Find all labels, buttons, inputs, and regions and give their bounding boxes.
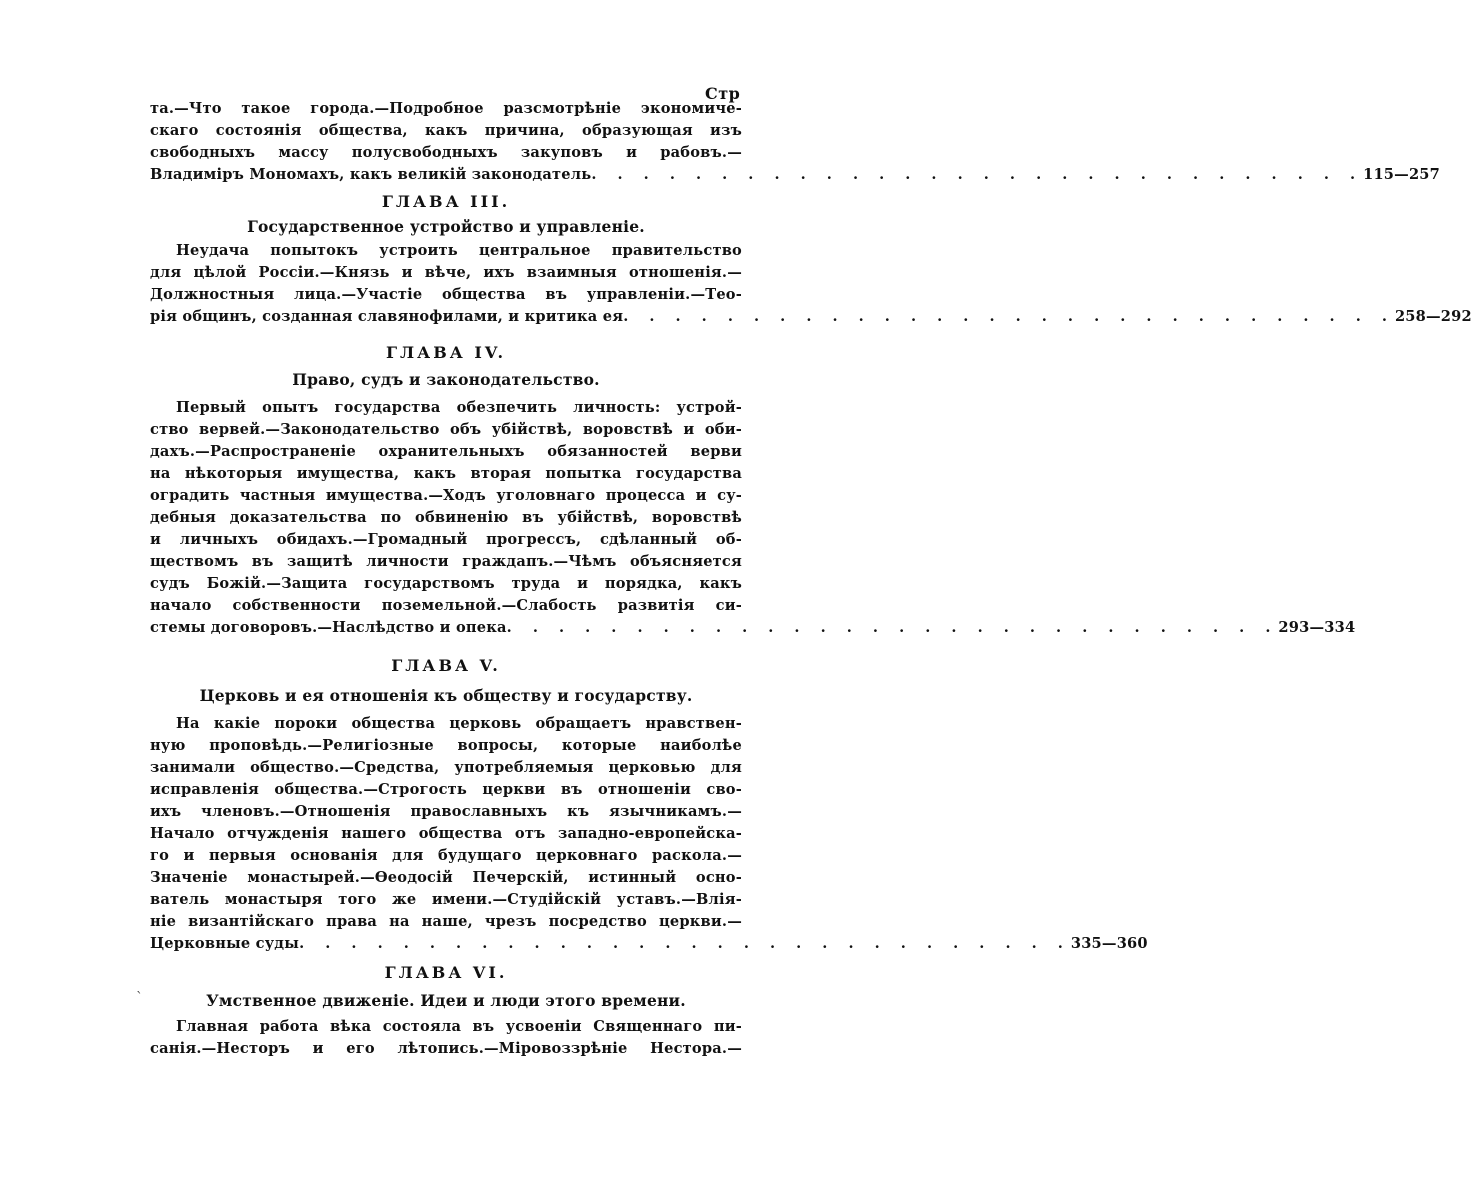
toc-line: ство вервей.—Законодательство объ убійствѣ, воровствѣ и оби- [150, 421, 742, 438]
toc-line: ватель монастыря того же имени.—Студійскій уставъ.—Влія- [150, 891, 742, 908]
page-range: 335—360 [1070, 935, 1148, 952]
toc-line: ную проповѣдь.—Религіозные вопросы, которые наиболѣе [150, 737, 742, 754]
toc-line: стемы договоровъ.—Наслѣдство и опека [150, 619, 507, 636]
page-range: 115—257 [1363, 166, 1441, 183]
toc-entry-end [150, 306, 1472, 328]
toc-line: оградить частныя имущества.—Ходъ уголовнаго процесса и су- [150, 487, 742, 504]
stray-mark: ` [136, 990, 143, 1006]
toc-entry-end [150, 164, 1441, 186]
toc-line: ихъ членовъ.—Отношенія православныхъ къ язычникамъ.— [150, 803, 742, 820]
chapter-subtitle: Государственное устройство и управленіе. [247, 217, 645, 236]
page-range: 293—334 [1278, 619, 1356, 636]
toc-line: дебныя доказательства по обвиненію въ убійствѣ, воровствѣ [150, 509, 742, 526]
toc-line: судъ Божій.—Защита государствомъ труда и порядка, какъ [150, 575, 742, 592]
toc-line: Владиміръ Мономахъ, какъ великій законодатель [150, 166, 592, 183]
leader-dots: . . . . . . . . . . . . . . . . . . . . . . . . . . . . . . [623, 308, 1395, 325]
toc-line: скаго состоянія общества, какъ причина, образующая изъ [150, 122, 742, 139]
toc-line: свободныхъ массу полусвободныхъ закуповъ и рабовъ.— [150, 144, 742, 161]
chapter-title: ГЛАВА V. [391, 656, 501, 675]
toc-line: рія общинъ, созданная славянофилами, и критика ея [150, 308, 624, 325]
toc-line: на нѣкоторыя имущества, какъ вторая попытка государства [150, 465, 742, 482]
toc-line: ніе византійскаго права на наше, чрезъ посредство церкви.— [150, 913, 742, 930]
toc-entry-end [150, 933, 1148, 955]
toc-line: санія.—Несторъ и его лѣтопись.—Міровоззрѣніе Нестора.— [150, 1040, 742, 1057]
toc-line: Главная работа вѣка состояла въ усвоеніи Священнаго пи- [176, 1018, 742, 1035]
toc-line: исправленія общества.—Строгость церкви въ отношеніи сво- [150, 781, 742, 798]
toc-line: На какіе пороки общества церковь обращаетъ нравствен- [176, 715, 742, 732]
toc-line: ществомъ въ защитѣ личности граждапъ.—Чѣмъ объясняется [150, 553, 742, 570]
chapter-title: ГЛАВА VI. [384, 963, 508, 982]
leader-dots: . . . . . . . . . . . . . . . . . . . . . . . . . . . . . . [506, 619, 1279, 636]
toc-line: та.—Что такое города.—Подробное разсмотрѣніе экономиче- [150, 100, 742, 117]
toc-line: Значеніе монастырей.—Ѳеодосій Печерскій, истинный осно- [150, 869, 742, 886]
toc-line: Первый опытъ государства обезпечить личность: устрой- [176, 399, 742, 416]
toc-line: для цѣлой Россіи.—Князь и вѣче, ихъ взаимныя отношенія.— [150, 264, 742, 281]
chapter-title: ГЛАВА III. [381, 192, 511, 211]
leader-dots: . . . . . . . . . . . . . . . . . . . . . . . . . . . . . . [591, 166, 1364, 183]
toc-line: и личныхъ обидахъ.—Громадный прогрессъ, сдѣланный об- [150, 531, 742, 548]
toc-line: го и первыя основанія для будущаго церковнаго раскола.— [150, 847, 742, 864]
toc-line: Должностныя лица.—Участіе общества въ управленіи.—Тео- [150, 286, 742, 303]
page-label: Стр [705, 84, 741, 103]
toc-line: Неудача попытокъ устроить центральное правительство [176, 242, 742, 259]
leader-dots: . . . . . . . . . . . . . . . . . . . . . . . . . . . . . . [299, 935, 1071, 952]
toc-line: Церковные суды [150, 935, 300, 952]
chapter-subtitle: Церковь и ея отношенія къ обществу и государству. [199, 686, 693, 705]
page-range: 258—292 [1394, 308, 1472, 325]
toc-line: дахъ.—Распространеніе охранительныхъ обязанностей верви [150, 443, 742, 460]
toc-line: начало собственности поземельной.—Слабость развитія си- [150, 597, 742, 614]
toc-line: занимали общество.—Средства, употребляемыя церковью для [150, 759, 742, 776]
chapter-title: ГЛАВА IV. [385, 343, 507, 362]
chapter-subtitle: Умственное движеніе. Идеи и люди этого времени. [206, 991, 686, 1010]
toc-line: Начало отчужденія нашего общества отъ западно-европейска- [150, 825, 742, 842]
chapter-subtitle: Право, судъ и законодательство. [292, 370, 600, 389]
toc-entry-end [150, 617, 1356, 639]
